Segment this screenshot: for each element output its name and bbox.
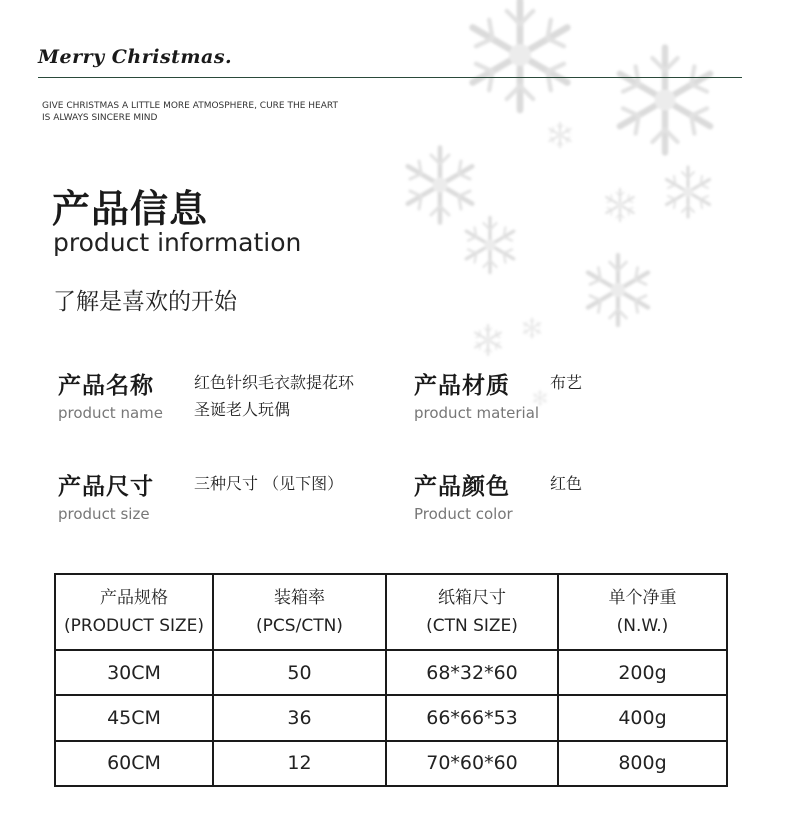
product-size-value: 三种尺寸 （见下图） — [194, 474, 344, 493]
cell-pcs: 12 — [213, 741, 386, 786]
cell-pcs: 50 — [213, 650, 386, 695]
header-ctn-size — [386, 574, 558, 650]
cell-weight: 400g — [558, 695, 727, 740]
product-color-label-en: Product color — [414, 505, 513, 523]
spec-table — [54, 573, 728, 787]
section-title-cn: 产品信息 — [52, 186, 209, 231]
tagline: GIVE CHRISTMAS A LITTLE MORE ATMOSPHERE, CURE THE HEART IS ALWAYS SINCERE MIND — [42, 101, 338, 123]
header-en: (PRODUCT SIZE) — [63, 616, 205, 636]
cell-weight: 800g — [558, 741, 727, 786]
product-color-label: 产品颜色 — [414, 474, 510, 500]
cell-ctn-size: 68*32*60 — [386, 650, 558, 695]
snowflake-icon — [475, 325, 501, 355]
product-material-label-en: product material — [414, 404, 540, 422]
table-row — [55, 741, 727, 786]
snowflake-icon — [620, 48, 710, 153]
product-color-value: 红色 — [550, 474, 583, 493]
snowflake-icon — [588, 255, 648, 325]
cell-size: 30CM — [55, 650, 213, 695]
header-cn: 装箱率 — [274, 588, 325, 608]
header-cn: 产品规格 — [100, 588, 168, 608]
cell-weight: 200g — [558, 650, 727, 695]
snowflake-icon — [523, 318, 540, 338]
product-name-line2: 圣诞老人玩偶 — [194, 400, 291, 419]
table-row — [55, 695, 727, 740]
snowflake-icon — [473, 0, 568, 110]
product-size-label: 产品尺寸 — [58, 474, 154, 500]
snowflake-icon — [549, 123, 571, 148]
snowflake-decoration — [380, 0, 790, 420]
section-title-en: product information — [53, 228, 302, 257]
snowflake-icon — [667, 167, 710, 217]
product-name-label: 产品名称 — [58, 373, 154, 399]
product-size-label-en: product size — [58, 505, 150, 523]
cell-size: 60CM — [55, 741, 213, 786]
header-cn: 纸箱尺寸 — [438, 588, 506, 608]
header-pcs-ctn — [213, 574, 386, 650]
snowflake-icon — [466, 218, 513, 273]
header-net-weight — [558, 574, 727, 650]
snowflake-icon — [408, 148, 473, 223]
header-divider — [38, 77, 742, 78]
snowflake-icon — [606, 189, 634, 221]
section-slogan: 了解是喜欢的开始 — [53, 289, 237, 315]
product-material-label: 产品材质 — [414, 373, 510, 399]
product-name-label-en: product name — [58, 404, 163, 422]
cell-ctn-size: 66*66*53 — [386, 695, 558, 740]
product-name-line1: 红色针织毛衣款提花环 — [194, 373, 355, 392]
table-row — [55, 650, 727, 695]
table-header-row — [55, 574, 727, 650]
header-product-size — [55, 574, 213, 650]
brand-title: Merry Christmas. — [38, 46, 233, 68]
header-en: (PCS/CTN) — [256, 616, 343, 636]
header-en: (N.W.) — [616, 616, 669, 636]
cell-size: 45CM — [55, 695, 213, 740]
header-en: (CTN SIZE) — [426, 616, 518, 636]
product-name-value — [194, 369, 354, 423]
header-cn: 单个净重 — [608, 588, 677, 608]
product-material-value: 布艺 — [550, 373, 583, 392]
cell-pcs: 36 — [213, 695, 386, 740]
cell-ctn-size: 70*60*60 — [386, 741, 558, 786]
